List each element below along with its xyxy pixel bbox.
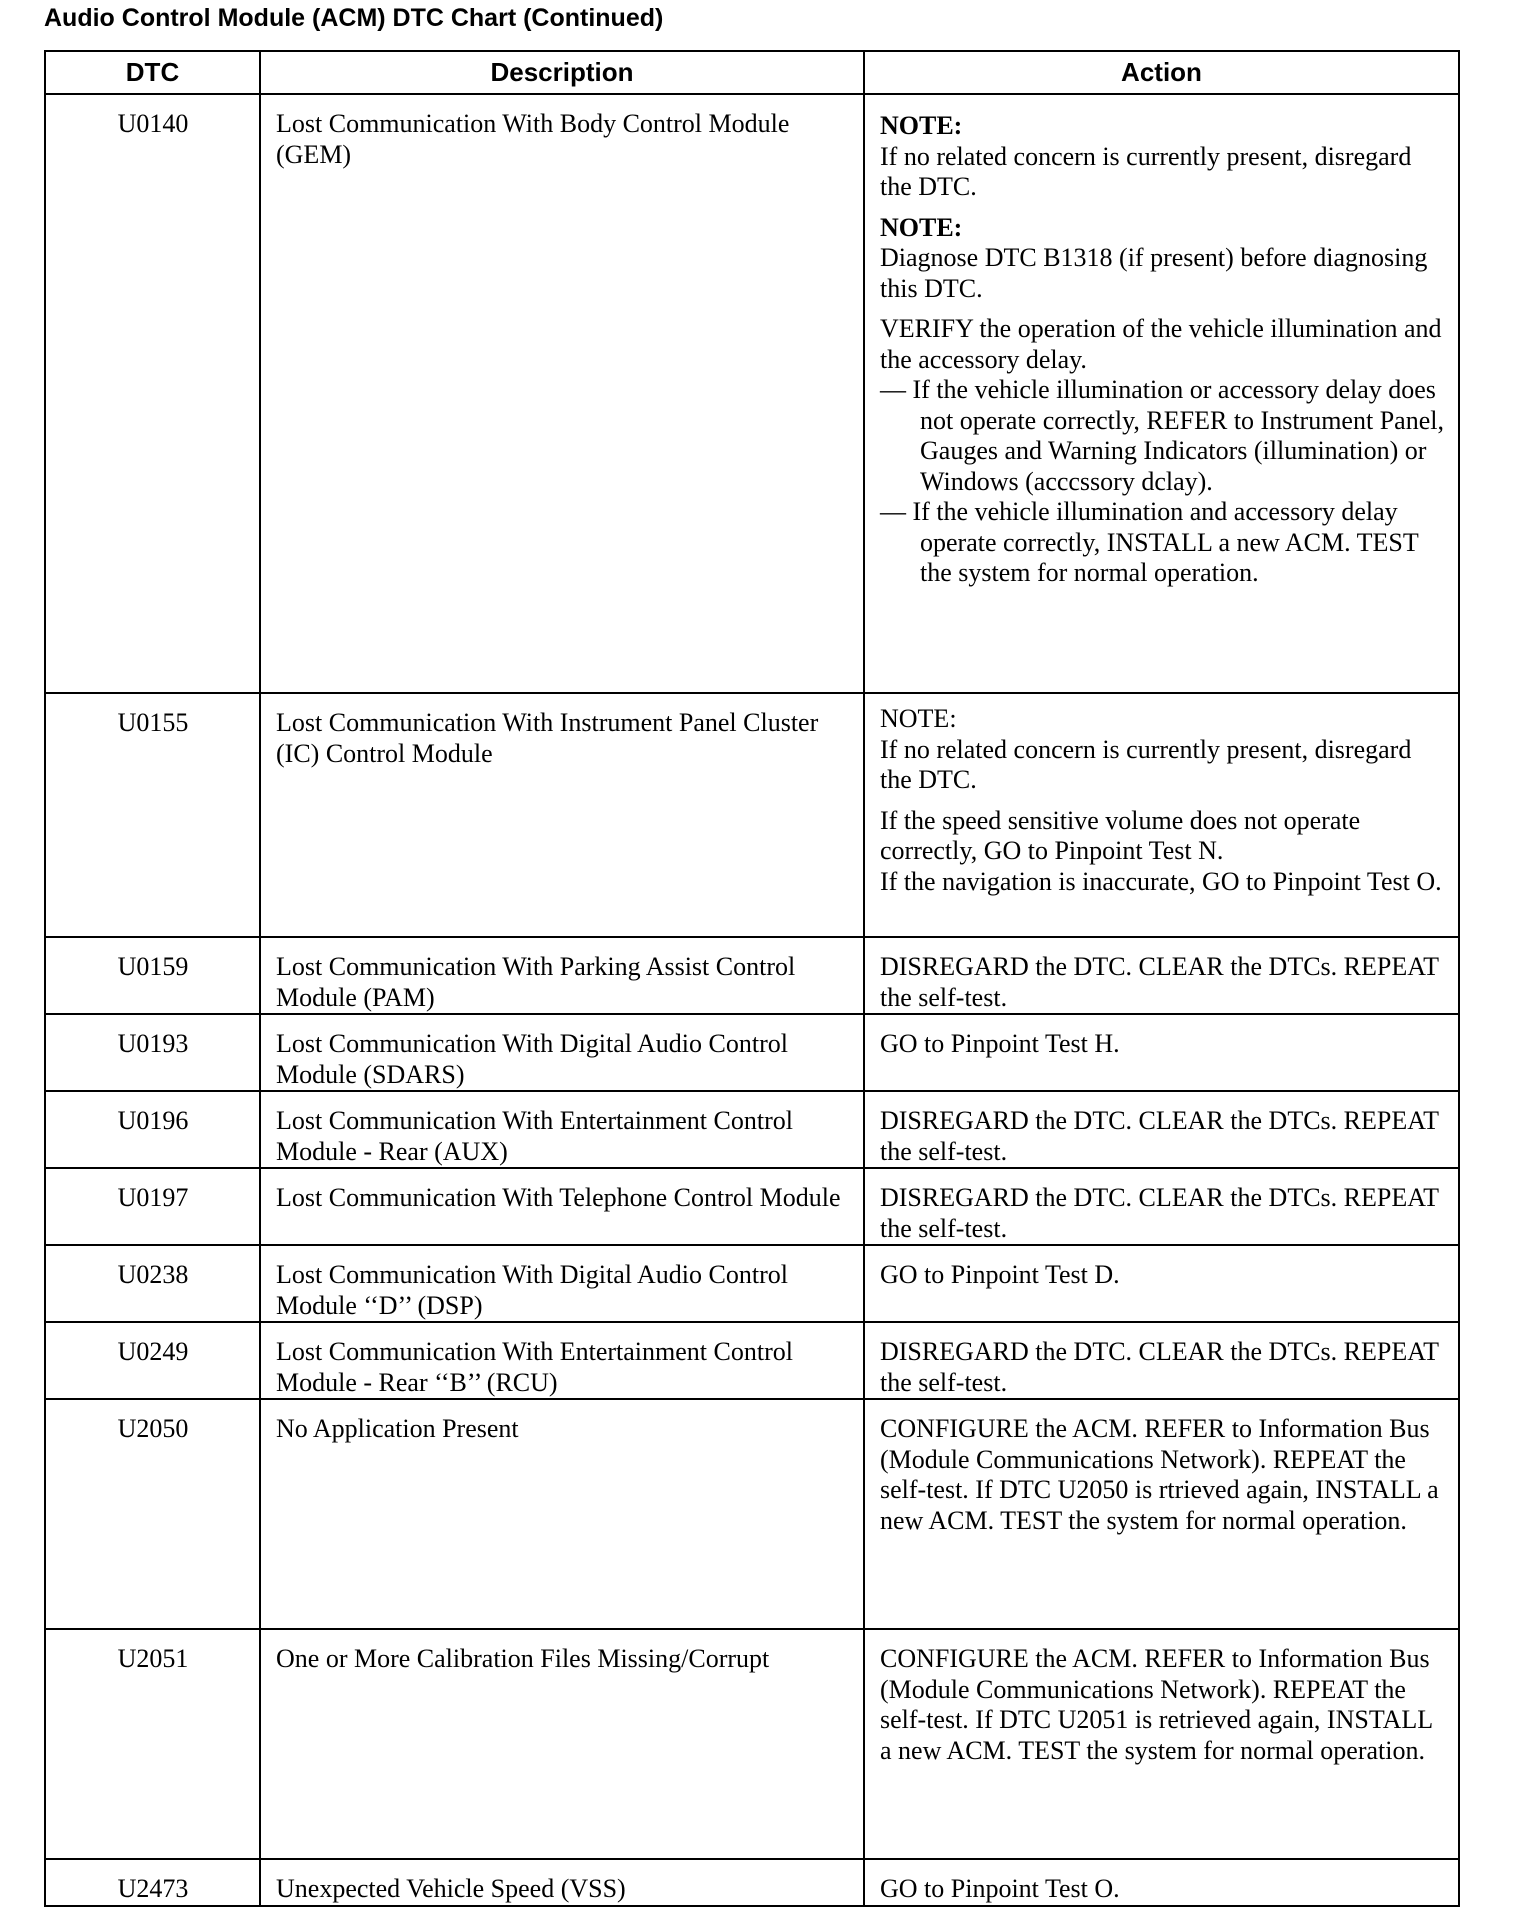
table-header-row (45, 51, 1459, 94)
dtc-code: U0159 (45, 937, 260, 1014)
dtc-description: Lost Communication With Digital Audio Control Module ‘‘D’’ (DSP) (260, 1245, 864, 1322)
dtc-code: U0196 (45, 1091, 260, 1168)
header-description: Description (260, 51, 864, 94)
dtc-action: GO to Pinpoint Test O. (864, 1859, 1459, 1906)
note-label: NOTE: (880, 212, 963, 242)
note-label: NOTE: (880, 704, 957, 733)
dtc-action: GO to Pinpoint Test H. (864, 1014, 1459, 1091)
dtc-action: DISREGARD the DTC. CLEAR the DTCs. REPEAT the self-test. (864, 1168, 1459, 1245)
dtc-code: U0238 (45, 1245, 260, 1322)
page-title: Audio Control Module (ACM) DTC Chart (Continued) (44, 4, 664, 32)
note-label: NOTE: (880, 111, 963, 140)
header-action: Action (864, 51, 1459, 94)
table-row (45, 693, 1459, 937)
dtc-action: CONFIGURE the ACM. REFER to Information Bus (Module Communications Network). REPEAT the self-test. If DTC U2051 is retrieved again, INSTALL a new ACM. TEST the system for normal operation. (864, 1629, 1459, 1859)
note-text: Diagnose DTC B1318 (if present) before diagnosing this DTC. (880, 243, 1428, 303)
dtc-description: Lost Communication With Instrument Panel Cluster (IC) Control Module (260, 693, 864, 937)
dtc-code: U2473 (45, 1859, 260, 1906)
dtc-code: U0140 (45, 94, 260, 693)
dtc-description: Lost Communication With Entertainment Control Module - Rear (AUX) (260, 1091, 864, 1168)
table-row (45, 1245, 1459, 1322)
dtc-action: GO to Pinpoint Test D. (864, 1245, 1459, 1322)
dtc-code: U0197 (45, 1168, 260, 1245)
dtc-action (864, 94, 1459, 693)
dtc-description: Lost Communication With Parking Assist Control Module (PAM) (260, 937, 864, 1014)
table-row (45, 1859, 1459, 1906)
note-text: If no related concern is currently present, disregard the DTC. (880, 141, 1412, 201)
action-bullet: — If the vehicle illumination or accessory delay does not operate correctly, REFER to Instrument Panel, Gauges and Warning Indicators (illumination) or Windows (acccssory dclay). (880, 375, 1444, 496)
dtc-action: DISREGARD the DTC. CLEAR the DTCs. REPEAT the self-test. (864, 937, 1459, 1014)
dtc-description: No Application Present (260, 1399, 864, 1629)
table-row (45, 1014, 1459, 1091)
dtc-chart-table (44, 50, 1460, 1907)
dtc-code: U0249 (45, 1322, 260, 1399)
action-text: If the speed sensitive volume does not operate correctly, GO to Pinpoint Test N. (880, 805, 1361, 865)
dtc-action: DISREGARD the DTC. CLEAR the DTCs. REPEAT the self-test. (864, 1322, 1459, 1399)
dtc-description: Lost Communication With Body Control Module (GEM) (260, 94, 864, 693)
dtc-code: U0155 (45, 693, 260, 937)
dtc-code: U2050 (45, 1399, 260, 1629)
dtc-action (864, 693, 1459, 937)
dtc-code: U2051 (45, 1629, 260, 1859)
dtc-description: Lost Communication With Telephone Control Module (260, 1168, 864, 1245)
dtc-action: CONFIGURE the ACM. REFER to Information Bus (Module Communications Network). REPEAT the self-test. If DTC U2050 is rtrieved again, INSTALL a new ACM. TEST the system for normal operation. (864, 1399, 1459, 1629)
action-bullet: — If the vehicle illumination and accessory delay operate correctly, INSTALL a new ACM. TEST the system for normal operation. (880, 497, 1419, 587)
note-text: If no related concern is currently present, disregard the DTC. (880, 734, 1412, 794)
action-text: If the navigation is inaccurate, GO to Pinpoint Test O. (880, 866, 1442, 896)
dtc-description: Lost Communication With Entertainment Control Module - Rear ‘‘B’’ (RCU) (260, 1322, 864, 1399)
dtc-description: One or More Calibration Files Missing/Corrupt (260, 1629, 864, 1859)
table-row (45, 94, 1459, 693)
table-row (45, 1629, 1459, 1859)
verify-step: VERIFY the operation of the vehicle illumination and the accessory delay. (880, 314, 1442, 374)
table-row (45, 1322, 1459, 1399)
dtc-description: Lost Communication With Digital Audio Control Module (SDARS) (260, 1014, 864, 1091)
table-row (45, 1399, 1459, 1629)
dtc-description: Unexpected Vehicle Speed (VSS) (260, 1859, 864, 1906)
dtc-action: DISREGARD the DTC. CLEAR the DTCs. REPEAT the self-test. (864, 1091, 1459, 1168)
dtc-code: U0193 (45, 1014, 260, 1091)
table-row (45, 1168, 1459, 1245)
table-row (45, 937, 1459, 1014)
header-dtc: DTC (45, 51, 260, 94)
table-row (45, 1091, 1459, 1168)
